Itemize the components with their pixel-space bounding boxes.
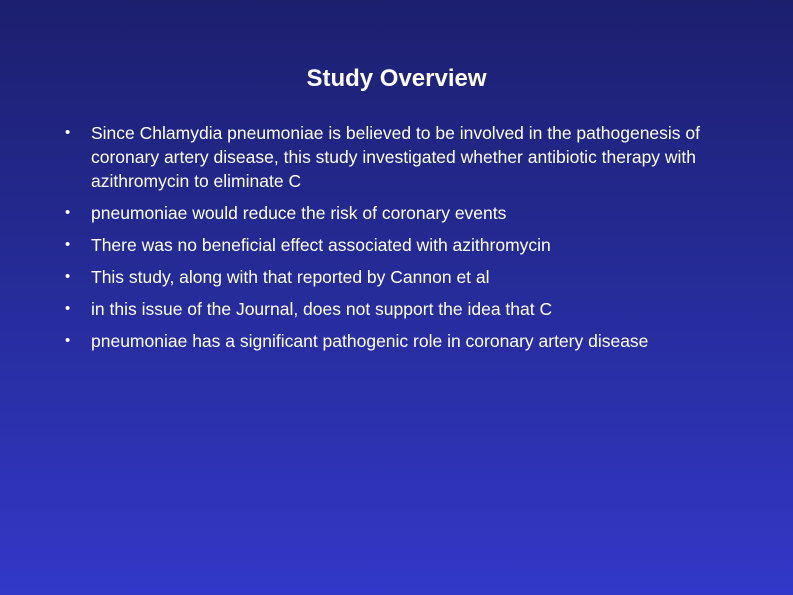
bullet-list bbox=[62, 121, 762, 361]
bullet-marker-icon: • bbox=[65, 332, 71, 349]
bullet-item bbox=[62, 329, 762, 353]
bullet-text: pneumoniae would reduce the risk of coronary events bbox=[91, 203, 507, 223]
bullet-item bbox=[62, 201, 762, 225]
bullet-item bbox=[62, 297, 762, 321]
bullet-item bbox=[62, 121, 762, 193]
bullet-text: pneumoniae has a significant pathogenic role in coronary artery disease bbox=[91, 331, 649, 351]
bullet-marker-icon: • bbox=[65, 236, 71, 253]
bullet-text: in this issue of the Journal, does not support the idea that C bbox=[91, 299, 553, 319]
bullet-text: This study, along with that reported by Cannon et al bbox=[91, 267, 490, 287]
slide-title: Study Overview bbox=[306, 65, 487, 92]
bullet-item bbox=[62, 233, 762, 257]
bullet-marker-icon: • bbox=[65, 124, 71, 141]
bullet-marker-icon: • bbox=[65, 268, 71, 285]
bullet-item bbox=[62, 265, 762, 289]
bullet-marker-icon: • bbox=[65, 204, 71, 221]
bullet-marker-icon: • bbox=[65, 300, 71, 317]
bullet-text: Since Chlamydia pneumoniae is believed to be involved in the pathogenesis of coronary artery disease, this study investigated whether antibiotic therapy with azithromycin to eliminate C bbox=[91, 123, 701, 191]
bullet-text: There was no beneficial effect associated with azithromycin bbox=[91, 235, 551, 255]
